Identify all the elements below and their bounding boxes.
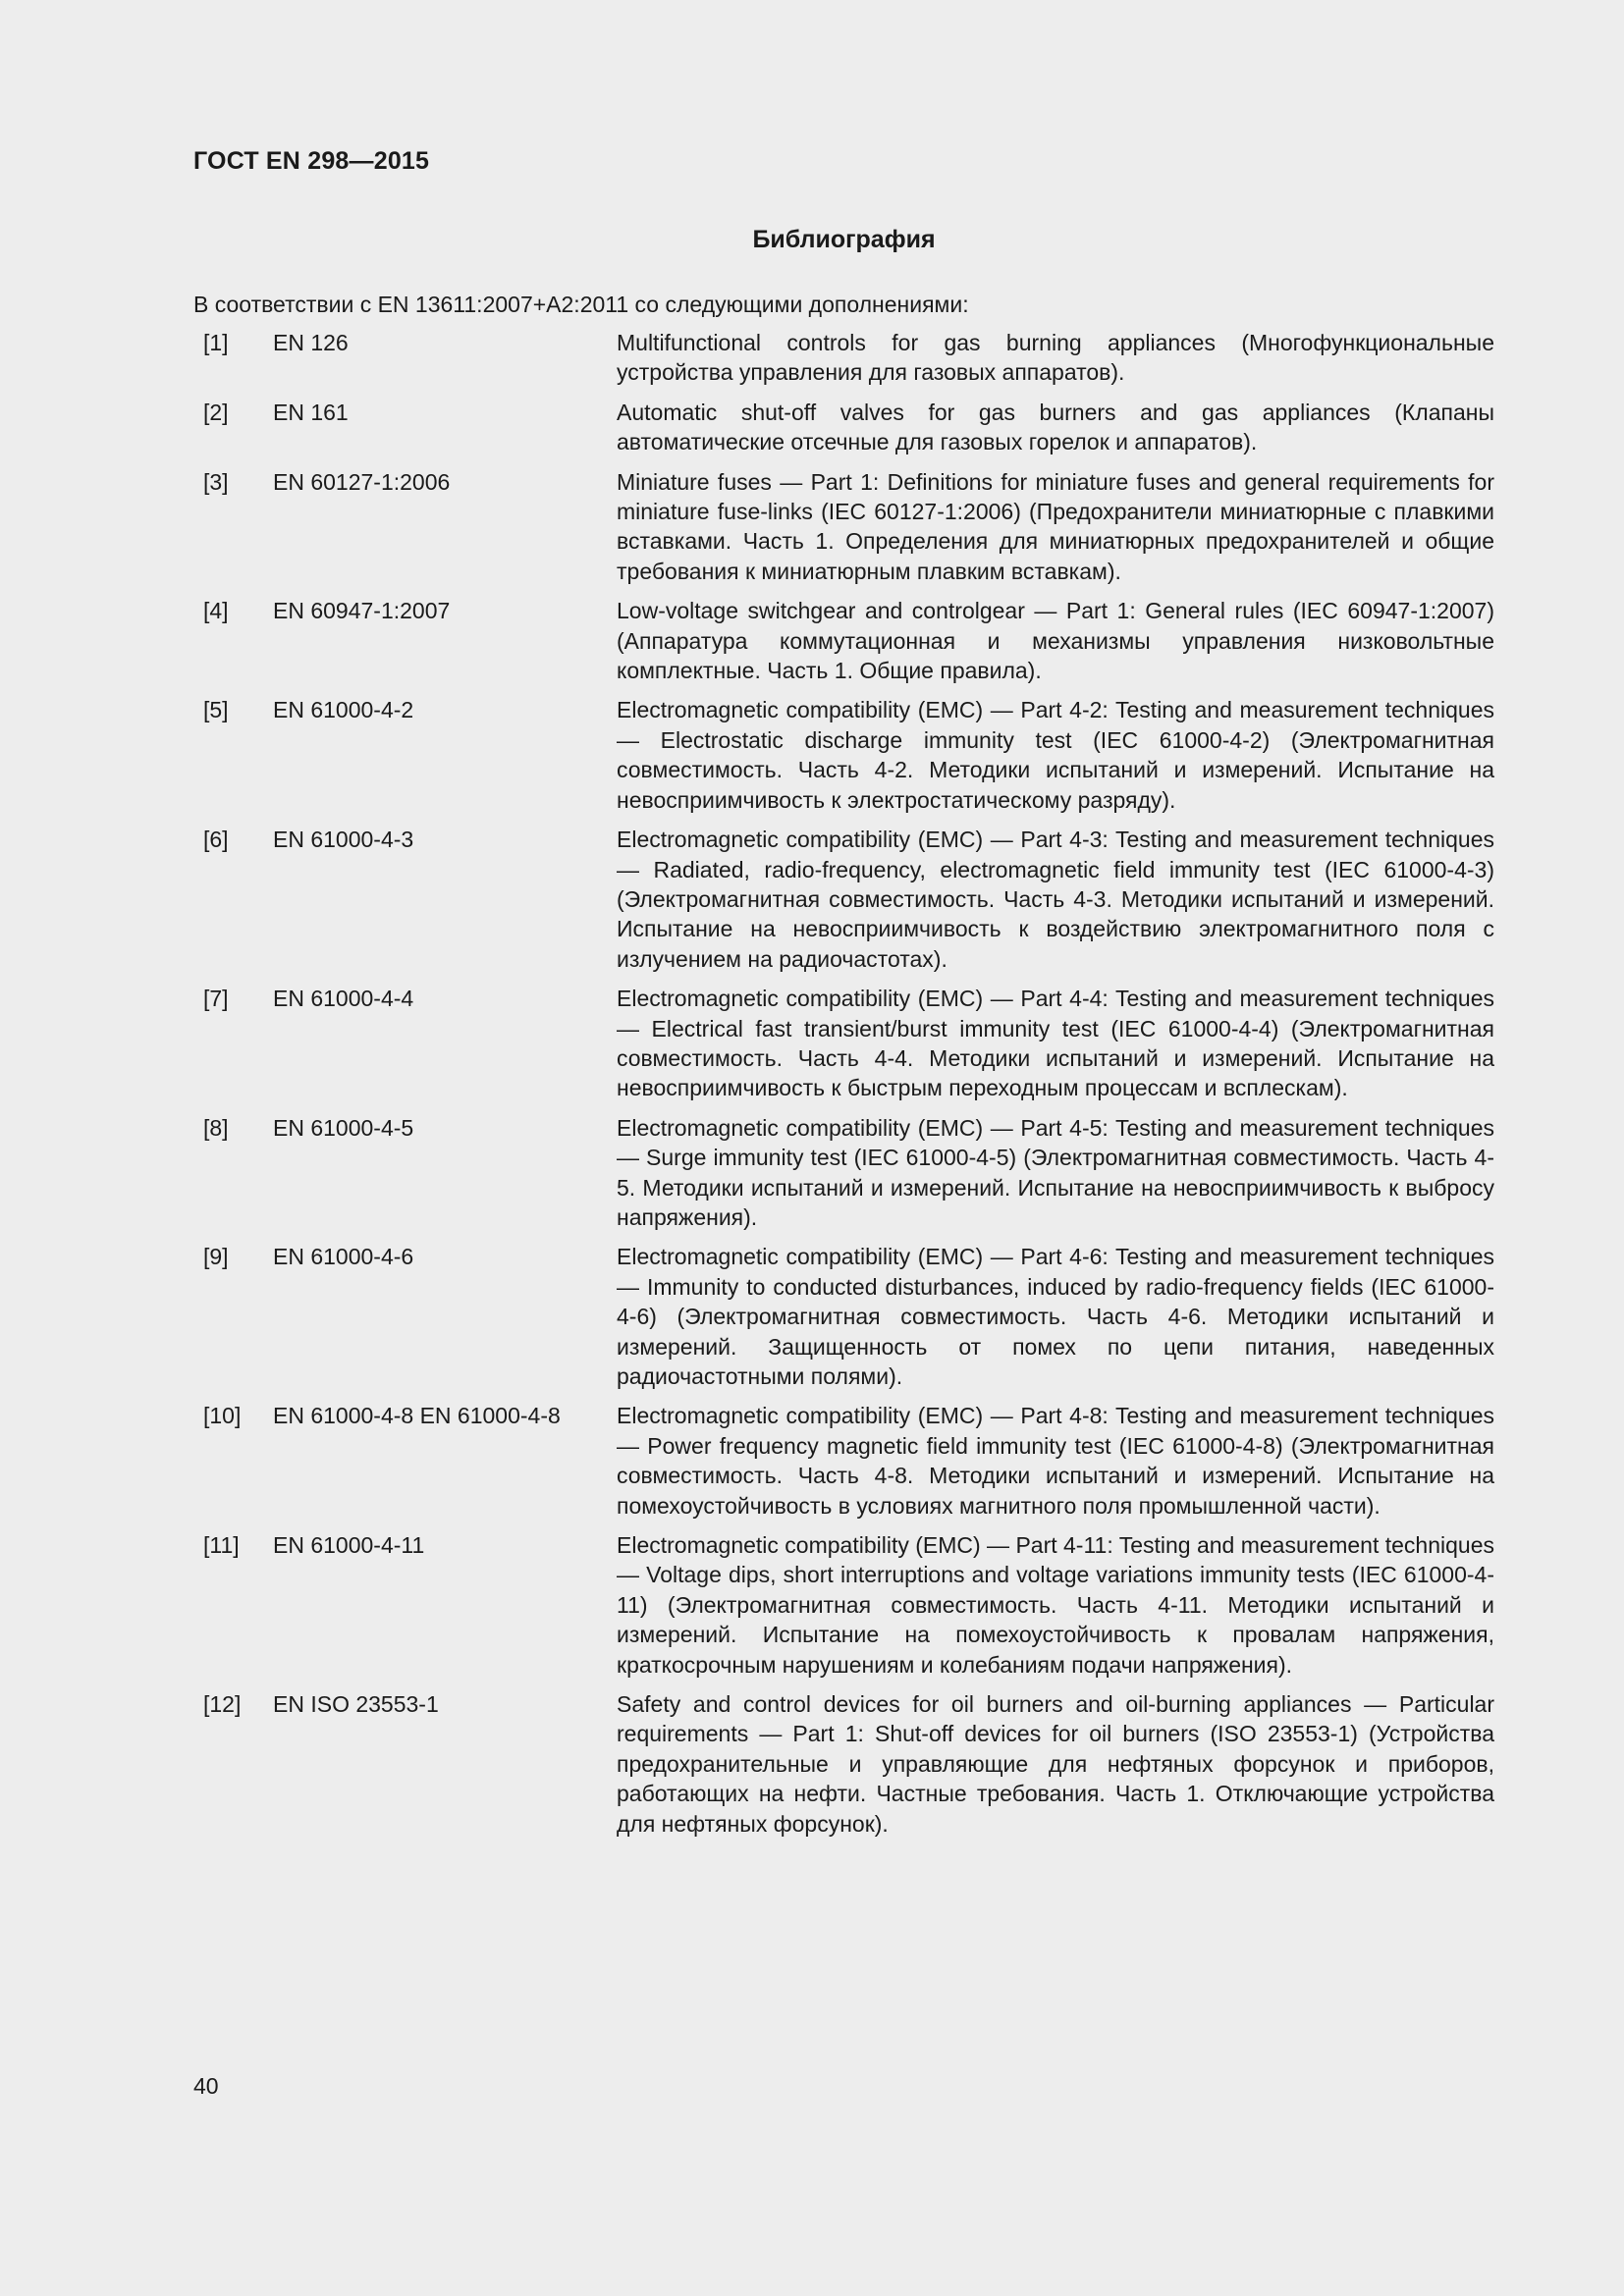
reference-code: EN 61000-4-4: [273, 986, 414, 1012]
reference-code: EN ISO 23553-1: [273, 1691, 439, 1718]
reference-number: [9]: [203, 1244, 229, 1270]
reference-number: [3]: [203, 468, 229, 495]
reference-description: Electromagnetic compatibility (EMC) — Part 4-4: Testing and measurement techniques — Electrical fast transient/burst immunity test (IEC 61000-4-4) (Электромагнитная совместимость. Часть 4-4. Методики испытаний и измерений. Испытание на невосприимчивость к быстрым переходным процессам и всплескам).: [617, 986, 1494, 1101]
document-header: ГОСТ EN 298—2015: [193, 147, 430, 175]
reference-code: EN 61000-4-2: [273, 697, 414, 723]
reference-entry: [203, 695, 1494, 815]
reference-number: [5]: [203, 697, 229, 723]
reference-code: EN 61000-4-6: [273, 1244, 414, 1270]
reference-description: Electromagnetic compatibility (EMC) — Part 4-5: Testing and measurement techniques — Surge immunity test (IEC 61000-4-5) (Электромагнитная совместимость. Часть 4-5. Методики испытаний и измерений. Испытание на невосприимчивость к выбросу напряжения).: [617, 1114, 1494, 1230]
reference-number: [6]: [203, 827, 229, 853]
reference-description: Electromagnetic compatibility (EMC) — Part 4-2: Testing and measurement techniques — Electrostatic discharge immunity test (IEC 61000-4-2) (Электромагнитная совместимость. Часть 4-2. Методики испытаний и измерений. Испытание на невосприимчивость к электростатическому разряду).: [617, 697, 1494, 813]
reference-description: Electromagnetic compatibility (EMC) — Part 4-3: Testing and measurement techniques — Radiated, radio-frequency, electromagnetic field immunity test (IEC 61000-4-3) (Электромагнитная совместимость. Часть 4-3. Методики испытаний и измерений. Испытание на невосприимчивость к воздействию электромагнитного поля с излучением на радиочастотах).: [617, 827, 1494, 972]
reference-description: Electromagnetic compatibility (EMC) — Part 4-8: Testing and measurement techniques — Power frequency magnetic field immunity test (IEC 61000-4-8) (Электромагнитная совместимость. Часть 4-8. Методики испытаний и измерений. Испытание на помехоустойчивость в условиях магнитного поля промышленной части).: [617, 1403, 1494, 1519]
reference-code: EN 61000-4-8 EN 61000-4-8: [273, 1403, 561, 1429]
reference-code: EN 61000-4-3: [273, 827, 414, 853]
reference-code: EN 60127-1:2006: [273, 468, 451, 495]
reference-description: Low-voltage switchgear and controlgear — Part 1: General rules (IEC 60947-1:2007) (Аппаратура коммутационная и механизмы управления низковольтные комплектные. Часть 1. Общие правила).: [617, 598, 1494, 684]
reference-code: EN 61000-4-5: [273, 1114, 414, 1141]
reference-number: [4]: [203, 598, 229, 624]
reference-description: Automatic shut-off valves for gas burners and gas appliances (Клапаны автоматические отсечные для газовых горелок и аппаратов).: [617, 399, 1494, 455]
reference-number: [1]: [203, 330, 229, 355]
reference-entry: [203, 1113, 1494, 1233]
reference-number: [8]: [203, 1114, 229, 1141]
reference-list: [203, 328, 1494, 1848]
reference-number: [12]: [203, 1691, 242, 1718]
reference-description: Electromagnetic compatibility (EMC) — Part 4-11: Testing and measurement techniques — Voltage dips, short interruptions and voltage variations immunity tests (IEC 61000-4-11) (Электромагнитная совместимость. Часть 4-11. Методики испытаний и измерений. Испытание на помехоустойчивость к провалам напряжения, краткосрочным нарушениям и колебаниям подачи напряжения).: [617, 1532, 1494, 1678]
reference-entry: [203, 596, 1494, 685]
bibliography-title: Библиография: [752, 226, 936, 253]
reference-number: [7]: [203, 986, 229, 1012]
reference-description: Multifunctional controls for gas burning appliances (Многофункциональные устройства управления для газовых аппаратов).: [617, 330, 1494, 386]
reference-code: EN 60947-1:2007: [273, 598, 451, 624]
reference-entry: [203, 1401, 1494, 1521]
reference-number: [2]: [203, 399, 229, 425]
bibliography-intro: В соответствии с EN 13611:2007+A2:2011 со следующими дополнениями:: [193, 292, 969, 317]
page-number: 40: [193, 2073, 219, 2099]
reference-code: EN 126: [273, 330, 349, 355]
reference-number: [11]: [203, 1532, 240, 1559]
reference-entry: [203, 1689, 1494, 1839]
reference-description: Miniature fuses — Part 1: Definitions for miniature fuses and general requirements for miniature fuse-links (IEC 60127-1:2006) (Предохранители миниатюрные с плавкими вставками. Часть 1. Определения для миниатюрных предохранителей и общие требования к миниатюрным плавким вставкам).: [617, 468, 1494, 584]
reference-number: [10]: [203, 1403, 242, 1429]
reference-entry: [203, 1242, 1494, 1391]
reference-entry: [203, 467, 1494, 587]
reference-entry: [203, 1530, 1494, 1680]
reference-code: EN 61000-4-11: [273, 1532, 425, 1559]
reference-code: EN 161: [273, 399, 349, 425]
reference-entry: [203, 328, 1494, 388]
reference-entry: [203, 398, 1494, 457]
reference-description: Safety and control devices for oil burners and oil-burning appliances — Particular requirements — Part 1: Shut-off devices for oil burners (ISO 23553-1) (Устройства предохранительные и управляющие для нефтяных форсунок и приборов, работающих на нефти. Частные требования. Часть 1. Отключающие устройства для нефтяных форсунок).: [617, 1691, 1494, 1837]
reference-entry: [203, 984, 1494, 1103]
reference-description: Electromagnetic compatibility (EMC) — Part 4-6: Testing and measurement techniques — Immunity to conducted disturbances, induced by radio-frequency fields (IEC 61000-4-6) (Электромагнитная совместимость. Часть 4-6. Методики испытаний и измерений. Защищенность от помех по цепи питания, наведенных радиочастотными полями).: [617, 1244, 1494, 1389]
reference-entry: [203, 825, 1494, 974]
